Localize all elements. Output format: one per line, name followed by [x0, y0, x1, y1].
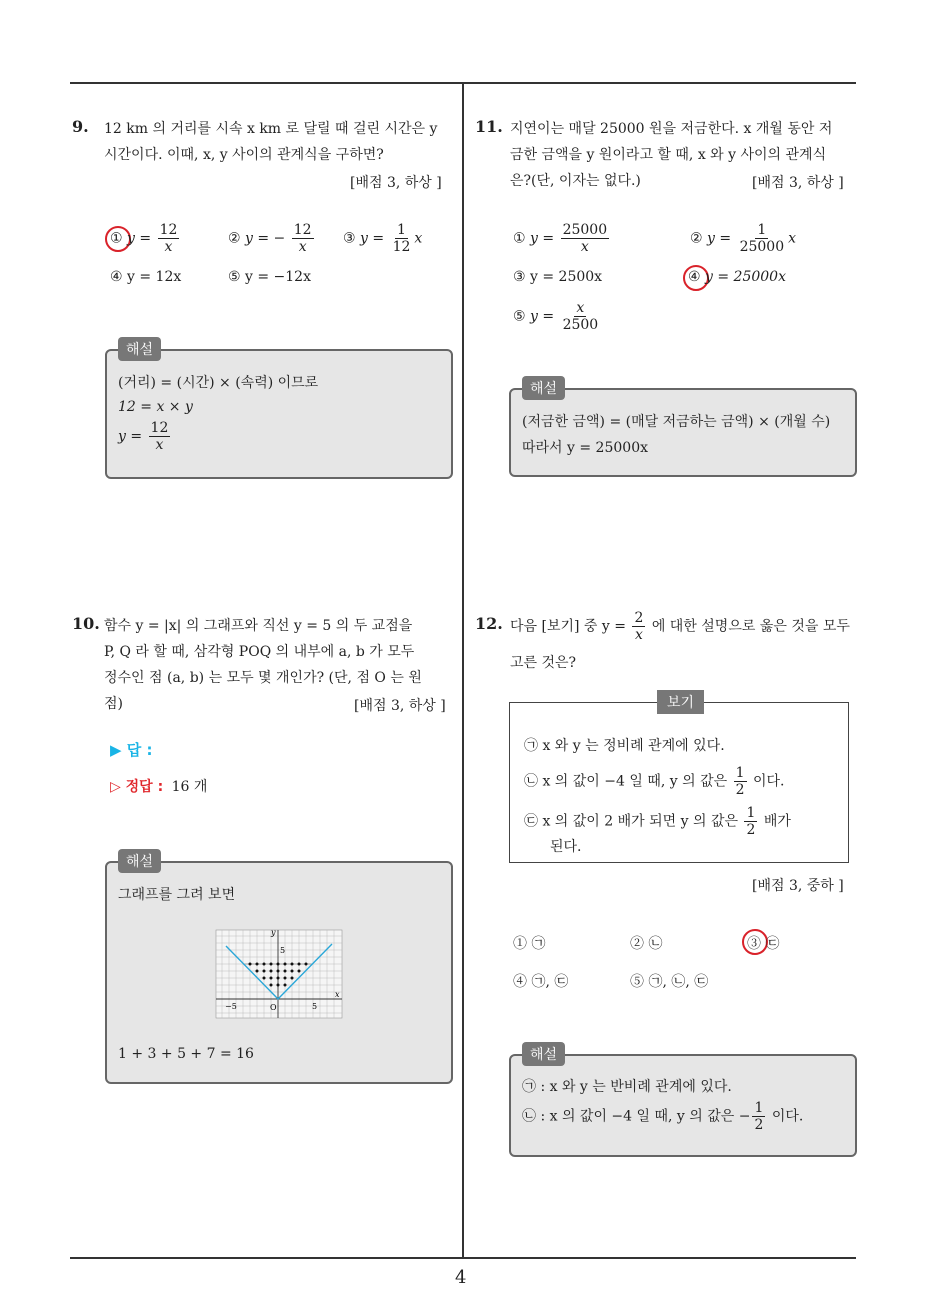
- q11-o1-lhs: y =: [530, 230, 555, 247]
- q12-bogi3-a: ㉢ x 의 값이 2 배가 되면 y 의 값은: [524, 813, 739, 830]
- q9-score: [배점 3, 하상 ]: [350, 175, 442, 191]
- q12-sol2-a: ㉡ : x 의 값이 −4 일 때, y 의 값은 −: [522, 1108, 751, 1125]
- q9-solution-line3: [118, 420, 172, 453]
- q9-option-3[interactable]: [343, 222, 422, 255]
- q11-o1-num: 25000: [562, 222, 608, 238]
- q11-option-2[interactable]: [690, 222, 796, 255]
- q9-o2-num: 12: [293, 222, 312, 238]
- q11-text-line3: 은?(단, 이자는 없다.): [510, 173, 641, 189]
- q12-bogi2-b: 이다.: [752, 773, 785, 790]
- q9-o2-lhs: y = −: [245, 230, 286, 247]
- q12-sol2-b: 이다.: [771, 1108, 804, 1125]
- bottom-rule: [70, 1257, 856, 1259]
- q9-option-1[interactable]: [110, 222, 181, 255]
- q11-option-5[interactable]: [513, 300, 602, 333]
- q10-solution-label: 해설: [118, 849, 161, 873]
- q9-o3-tail: x: [414, 230, 423, 247]
- q12-bogi-label: 보기: [657, 690, 704, 714]
- q10-number: 10.: [72, 614, 100, 633]
- q12-bogi3-b: 배가: [763, 813, 791, 830]
- q9-sol3-num: 12: [150, 420, 169, 436]
- q12-text1-num: 2: [634, 610, 644, 626]
- q10-graph-tick-xm5: −5: [225, 1002, 237, 1011]
- q10-text-line4: 점): [104, 696, 123, 712]
- q11-o5-num: x: [576, 300, 585, 316]
- q12-score: [배점 3, 중하 ]: [752, 878, 844, 894]
- q9-text-line1: 12 km 의 거리를 시속 x km 로 달릴 때 걸린 시간은 y: [104, 121, 438, 137]
- q11-text-line1: 지연이는 매달 25000 원을 저금한다. x 개월 동안 저: [510, 121, 833, 137]
- q12-bogi2-num: 1: [735, 765, 745, 781]
- q12-option-2[interactable]: ② ㉡: [630, 936, 663, 952]
- q12-text1-b: 에 대한 설명으로 옳은 것을 모두: [651, 618, 850, 635]
- q12-bogi2-den: 2: [735, 782, 745, 798]
- q11-o2-den: 25000: [739, 239, 785, 255]
- q11-option-4[interactable]: [688, 269, 786, 285]
- q12-option-4[interactable]: ④ ㉠, ㉢: [513, 974, 569, 990]
- q9-option-4[interactable]: ④ y = 12x: [110, 269, 182, 285]
- q9-text-line2: 시간이다. 이때, x, y 사이의 관계식을 구하면?: [104, 147, 384, 163]
- q12-bogi-item3: [524, 805, 791, 838]
- q12-bogi3-den: 2: [746, 822, 756, 838]
- q11-o2-mark: ②: [690, 230, 703, 247]
- q12-text1-a: 다음 [보기] 중 y =: [510, 618, 626, 635]
- q9-o3-num: 1: [397, 222, 406, 238]
- q9-solution-line2: 12 = x × y: [118, 399, 193, 415]
- q10-solution-line1: 그래프를 그려 보면: [118, 887, 236, 903]
- q12-text1-den: x: [634, 627, 643, 643]
- q10-correct-row: [110, 776, 207, 796]
- q12-option-3[interactable]: [747, 933, 779, 953]
- q11-o2-lhs: y =: [707, 230, 732, 247]
- q9-o3-mark: ③: [343, 230, 356, 247]
- q10-score: [배점 3, 하상 ]: [354, 698, 446, 714]
- q11-o4-body: y = 25000x: [705, 269, 786, 285]
- q10-graph-origin: O: [270, 1003, 277, 1012]
- q11-o1-mark: ①: [513, 230, 526, 247]
- q9-o1-num: 12: [159, 222, 178, 238]
- q9-solution-line1: (거리) = (시간) × (속력) 이므로: [118, 375, 319, 391]
- q12-o3-mark: ③: [747, 936, 761, 952]
- q12-o3-body: ㉢: [765, 936, 780, 952]
- q12-option-5[interactable]: ⑤ ㉠, ㉡, ㉢: [630, 974, 709, 990]
- q10-graph: [212, 926, 346, 1022]
- q12-bogi2-a: ㉡ x 의 값이 −4 일 때, y 의 값은: [524, 773, 728, 790]
- q12-text-line1: [510, 610, 850, 643]
- q11-solution-label: 해설: [522, 376, 565, 400]
- q12-solution-line1: ㉠ : x 와 y 는 반비례 관계에 있다.: [522, 1079, 732, 1095]
- q9-o2-mark: ②: [228, 230, 241, 247]
- q11-o5-mark: ⑤: [513, 308, 526, 325]
- q10-correct-value: 16 개: [171, 779, 208, 795]
- q12-sol2-den: 2: [754, 1117, 764, 1133]
- q10-correct-label: ▷ 정답 :: [110, 779, 164, 795]
- q12-bogi3-num: 1: [746, 805, 756, 821]
- q12-solution-label: 해설: [522, 1042, 565, 1066]
- q12-bogi-item1: ㉠ x 와 y 는 정비례 관계에 있다.: [524, 738, 725, 754]
- q9-number: 9.: [72, 117, 89, 136]
- q9-o1-mark: ①: [110, 230, 123, 247]
- q12-sol2-num: 1: [754, 1100, 764, 1116]
- q9-o3-lhs: y =: [360, 230, 385, 247]
- q11-solution-box: [509, 388, 857, 477]
- q9-o2-den: x: [298, 239, 307, 255]
- q12-text-line2: 고른 것은?: [510, 655, 577, 671]
- q9-o1-lhs: y =: [127, 230, 152, 247]
- q11-score: [배점 3, 하상 ]: [752, 175, 844, 191]
- q10-graph-tick-y5: 5: [280, 946, 286, 955]
- q9-option-2[interactable]: [228, 222, 316, 255]
- q11-o4-mark: ④: [688, 269, 701, 285]
- q12-number: 12.: [475, 614, 503, 633]
- q11-solution-line1: (저금한 금액) = (매달 저금하는 금액) × (개월 수): [522, 414, 831, 430]
- q11-o2-num: 1: [757, 222, 767, 238]
- q11-option-1[interactable]: [513, 222, 611, 255]
- q12-option-1[interactable]: ① ㉠: [513, 936, 546, 952]
- q12-bogi-item3-cont: 된다.: [550, 839, 582, 855]
- q9-solution-label: 해설: [118, 337, 161, 361]
- q12-bogi-item2: [524, 765, 784, 798]
- column-divider: [462, 84, 464, 1258]
- q10-graph-tick-x5: 5: [312, 1002, 318, 1011]
- q10-answer-label: ▶ 답 :: [110, 741, 153, 759]
- q11-o2-tail: x: [788, 230, 797, 247]
- q10-solution-line2: 1 + 3 + 5 + 7 = 16: [118, 1046, 254, 1062]
- q9-o1-den: x: [164, 239, 173, 255]
- q10-text-line3: 정수인 점 (a, b) 는 모두 몇 개인가? (단, 점 O 는 원: [104, 670, 422, 686]
- page-number: 4: [455, 1267, 467, 1288]
- q9-sol3-lhs: y =: [118, 428, 143, 445]
- q11-solution-line2: 따라서 y = 25000x: [522, 440, 648, 456]
- q11-o1-den: x: [580, 239, 589, 255]
- q9-o3-den: 12: [392, 239, 411, 255]
- q11-option-3[interactable]: ③ y = 2500x: [513, 269, 603, 285]
- q11-o5-den: 2500: [562, 317, 599, 333]
- q9-option-5[interactable]: ⑤ y = −12x: [228, 269, 311, 285]
- q10-text-line1: 함수 y = |x| 의 그래프와 직선 y = 5 의 두 교점을: [104, 618, 413, 634]
- q10-graph-x-label: x: [335, 990, 340, 999]
- q11-text-line2: 금한 금액을 y 원이라고 할 때, x 와 y 사이의 관계식: [510, 147, 827, 163]
- q11-o5-lhs: y =: [530, 308, 555, 325]
- q12-solution-line2: [522, 1100, 803, 1133]
- q10-text-line2: P, Q 라 할 때, 삼각형 POQ 의 내부에 a, b 가 모두: [104, 644, 415, 660]
- q11-number: 11.: [475, 117, 503, 136]
- q10-graph-y-label: y: [271, 928, 276, 937]
- q9-sol3-den: x: [155, 437, 164, 453]
